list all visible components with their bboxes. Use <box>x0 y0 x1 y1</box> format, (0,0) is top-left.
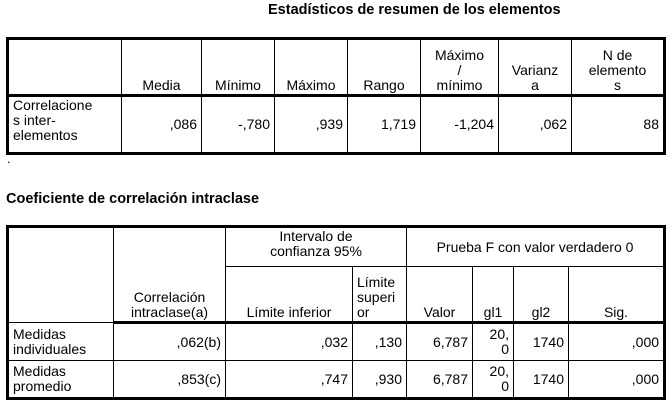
table1-header-rango: Rango <box>348 39 421 96</box>
table2-cell: ,747 <box>226 361 353 399</box>
intraclass-correlation-table <box>6 225 666 400</box>
table2-row-label: Medidas promedio <box>8 361 114 399</box>
table2-header-limite-inferior: Límite inferior <box>226 267 353 323</box>
table2-header-limite-superior: Límite superi or <box>353 267 407 323</box>
table2-cell: ,853(c) <box>114 361 226 399</box>
summary-statistics-table <box>6 37 666 155</box>
table2-cell: ,032 <box>226 323 353 361</box>
table2-header-gl1: gl1 <box>473 267 514 323</box>
separator-dot: . <box>7 151 11 166</box>
table1-header-minimo: Mínimo <box>202 39 275 96</box>
table2-cell: 1740 <box>514 361 569 399</box>
table2-cell: 20, 0 <box>473 323 514 361</box>
table1-header-maximo: Máximo <box>275 39 348 96</box>
table1-header-n-elementos: N de elemento s <box>572 39 665 96</box>
table2-row-label: Medidas individuales <box>8 323 114 361</box>
table1-corner-cell <box>8 39 122 96</box>
table2-corner-cell <box>8 227 114 323</box>
table2-header-gl2: gl2 <box>514 267 569 323</box>
table2-cell: ,000 <box>569 361 665 399</box>
table2-header-valor: Valor <box>407 267 473 323</box>
table2-cell: ,130 <box>353 323 407 361</box>
table1-cell-minimo: -,780 <box>202 96 275 154</box>
table2-cell: 6,787 <box>407 323 473 361</box>
table2-cell: ,062(b) <box>114 323 226 361</box>
table1-header-media: Media <box>122 39 202 96</box>
table1-cell-maximo: ,939 <box>275 96 348 154</box>
table2-header-prueba-f: Prueba F con valor verdadero 0 <box>407 227 665 267</box>
table1-title: Estadísticos de resumen de los elementos <box>268 2 561 18</box>
table1-cell-n-elementos: 88 <box>572 96 665 154</box>
table1-cell-rango: 1,719 <box>348 96 421 154</box>
table2-header-intervalo: Intervalo de confianza 95% <box>226 227 407 267</box>
table2-cell: ,930 <box>353 361 407 399</box>
table2-cell: 6,787 <box>407 361 473 399</box>
table2-cell: 20, 0 <box>473 361 514 399</box>
table2-cell: ,000 <box>569 323 665 361</box>
table1-cell-media: ,086 <box>122 96 202 154</box>
table1-row-label: Correlacione s inter- elementos <box>8 96 122 154</box>
table2-title: Coeficiente de correlación intraclase <box>6 191 260 207</box>
table1-header-varianza: Varianz a <box>499 39 572 96</box>
table1-header-max-min: Máximo / mínimo <box>421 39 499 96</box>
table2-header-correlacion: Correlación intraclase(a) <box>114 227 226 323</box>
table2-header-sig: Sig. <box>569 267 665 323</box>
table2-cell: 1740 <box>514 323 569 361</box>
table1-cell-varianza: ,062 <box>499 96 572 154</box>
table1-cell-max-min: -1,204 <box>421 96 499 154</box>
